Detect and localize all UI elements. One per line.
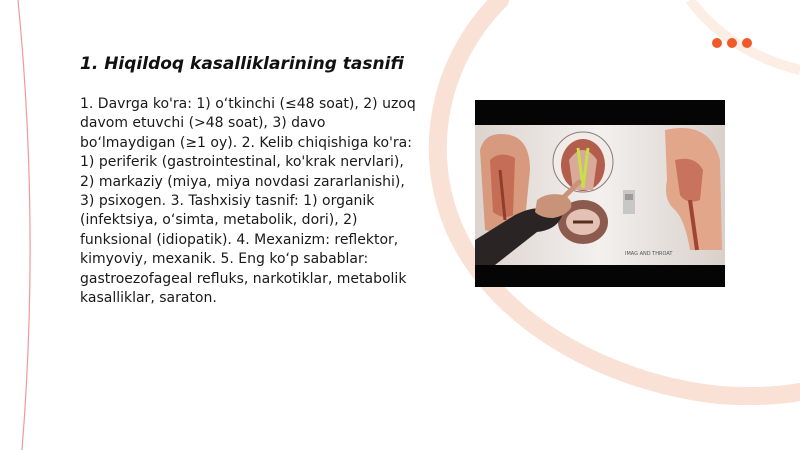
small-arc (690, 0, 800, 70)
dots-menu-icon (712, 38, 752, 48)
poster-caption: IMAG AND THROAT (625, 251, 673, 257)
dot (742, 38, 752, 48)
slide-body-text: 1. Davrga ko'ra: 1) o‘tkinchi (≤48 soat), 2) uzoq davom etuvchi (>48 soat), 3) davo bo‘lmaydigan (≥1 oy). 2. Kelib chiqishiga ko'ra: 1) periferik (gastrointestinal, ko'krak nervlari), 2) markaziy (miya, miya novdasi zararlanishi), 3) psixogen. 3. Tashxisiy tasnif: 1) organik (infektsiya, o‘simta, metabolik, dori), 2) funksional (idiopatik). 4. Mexanizm: reflektor, kimyoviy, mexanik. 5. Eng ko‘p sabablar: gastroezofageal refluks, narkotiklar, metabolik kasalliklar, saraton. (80, 96, 416, 307)
slide-title: 1. Hiqildoq kasalliklarining tasnifi (80, 54, 404, 74)
dot (712, 38, 722, 48)
dot (727, 38, 737, 48)
left-edge-curve (18, 0, 30, 450)
larynx-anatomy-image (475, 100, 725, 287)
